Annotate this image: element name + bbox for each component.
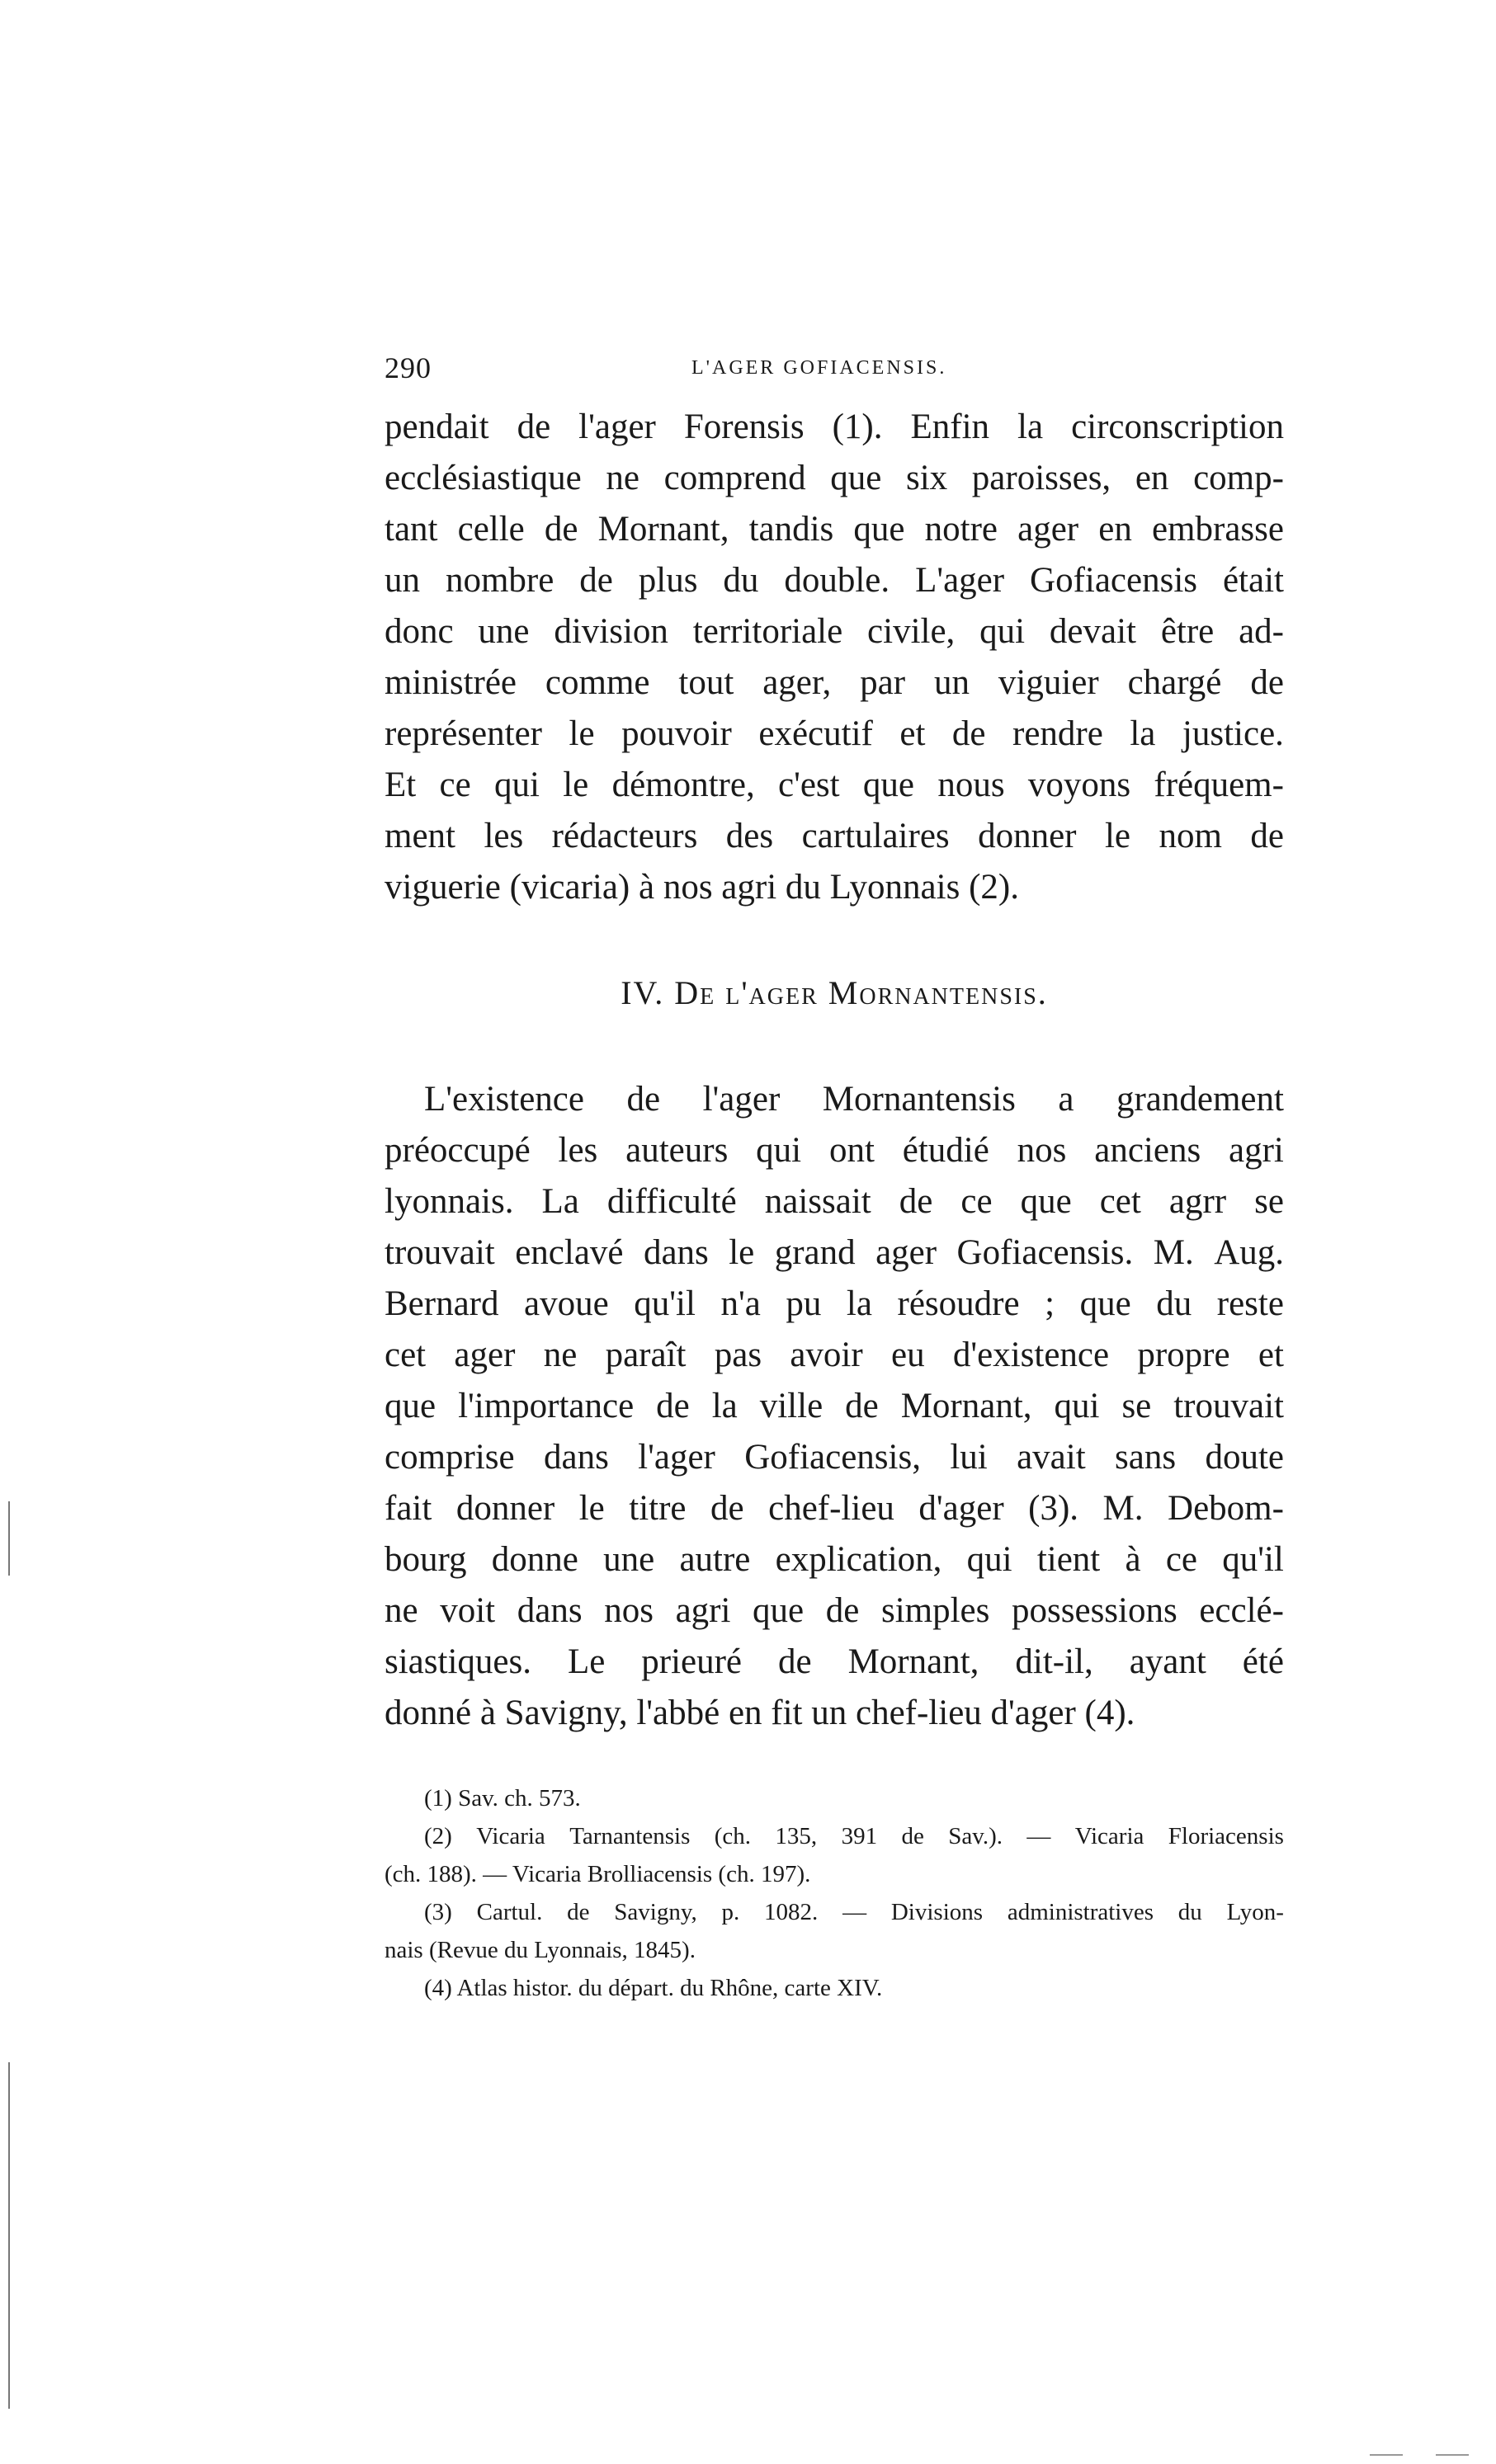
- line-word: l'ager: [702, 1080, 781, 1119]
- footnote-line: [385, 1817, 1284, 1855]
- line-word: paroisses,: [971, 459, 1111, 497]
- line-word: qui: [493, 766, 540, 804]
- line-word: qui: [979, 612, 1026, 651]
- line-word: tient: [1036, 1540, 1101, 1579]
- line-word: sans: [1115, 1438, 1177, 1477]
- section-title: IV. De l'ager Mornantensis.: [621, 974, 1048, 1011]
- line-word: Mornantensis: [822, 1080, 1016, 1119]
- line-word: voit: [440, 1591, 496, 1630]
- line-word: Forensis: [683, 408, 805, 446]
- text-line: [385, 1637, 1284, 1688]
- line-word: que: [1020, 1182, 1072, 1221]
- line-word: avoue: [524, 1284, 609, 1323]
- line-word: que: [1079, 1284, 1131, 1323]
- text-line: [385, 1074, 1284, 1125]
- line-word: Floriacensis: [1168, 1823, 1284, 1849]
- footnote-text: (ch. 188). — Vicaria Brolliacensis (ch. 197).: [385, 1861, 811, 1887]
- line-word: chef-lieu: [768, 1489, 894, 1528]
- line-word: en: [1098, 510, 1132, 549]
- line-word: que: [853, 510, 905, 549]
- line-word: de: [517, 408, 551, 446]
- line-word: étudié: [902, 1131, 989, 1170]
- line-word: nom: [1159, 817, 1222, 855]
- line-word: anciens: [1094, 1131, 1201, 1170]
- running-head: L'AGER GOFIACENSIS.: [691, 357, 947, 379]
- line-word: Mornant,: [847, 1642, 979, 1681]
- line-word: nombre: [445, 561, 555, 600]
- line-word: le: [578, 1489, 605, 1528]
- footnote-text: (1) Sav. ch. 573.: [424, 1785, 581, 1811]
- line-word: le: [569, 714, 595, 753]
- line-word: agri: [675, 1591, 731, 1630]
- line-word: ager: [1017, 510, 1079, 549]
- line-word: ager: [875, 1233, 937, 1272]
- footnotes: [385, 1779, 1284, 2007]
- line-word: eu: [890, 1336, 925, 1374]
- line-word: Savigny,: [614, 1899, 697, 1925]
- text-line: [385, 709, 1284, 760]
- line-word: ce: [439, 766, 471, 804]
- line-word: cartulaires: [801, 817, 950, 855]
- line-word: justice.: [1182, 714, 1284, 753]
- text-line: [385, 504, 1284, 555]
- line-word: La: [541, 1182, 579, 1221]
- line-word: dans: [543, 1438, 609, 1477]
- line-word: de: [899, 1182, 933, 1221]
- line-word: que: [753, 1591, 805, 1630]
- page-number: 290: [385, 351, 432, 384]
- line-text: que: [385, 1387, 437, 1425]
- line-word: exécutif: [758, 714, 873, 753]
- text-line: [385, 811, 1284, 862]
- footnote-line: [385, 1779, 1284, 1817]
- line-word: grandement: [1116, 1080, 1284, 1119]
- line-word: ville: [759, 1387, 824, 1425]
- line-word: M.: [1153, 1233, 1194, 1272]
- scan-margin-mark: [8, 2062, 10, 2409]
- line-word: se: [1121, 1387, 1152, 1425]
- line-word: viguier: [998, 663, 1099, 702]
- line-word: —: [842, 1899, 867, 1925]
- line-word: grand: [774, 1233, 856, 1272]
- line-text: trouvait: [385, 1233, 495, 1272]
- scan-margin-mark: [8, 1501, 10, 1576]
- line-word: que: [862, 766, 915, 804]
- line-word: comprend: [663, 459, 806, 497]
- line-word: par: [860, 663, 906, 702]
- text-line: [385, 862, 1284, 913]
- line-word: Tarnantensis: [569, 1823, 691, 1849]
- line-word: simples: [880, 1591, 990, 1630]
- line-word: avoir: [790, 1336, 863, 1374]
- line-word: reste: [1216, 1284, 1284, 1323]
- line-word: de: [710, 1489, 744, 1528]
- line-word: Debom-: [1168, 1489, 1284, 1528]
- line-word: auteurs: [625, 1131, 729, 1170]
- footnote-line: [385, 1969, 1284, 2007]
- line-word: du: [1177, 1899, 1202, 1925]
- line-word: 391: [841, 1823, 878, 1849]
- line-word: de: [778, 1642, 812, 1681]
- line-word: chargé: [1127, 663, 1222, 702]
- line-word: le: [729, 1233, 755, 1272]
- line-word: autre: [679, 1540, 751, 1579]
- line-word: Divisions: [890, 1899, 984, 1925]
- text-line: [385, 1585, 1284, 1637]
- line-word: pas: [714, 1336, 762, 1374]
- line-word: embrasse: [1151, 510, 1284, 549]
- line-word: comp-: [1193, 459, 1284, 497]
- line-text: lyonnais.: [385, 1182, 514, 1221]
- footnote-line: [385, 1855, 1284, 1893]
- line-word: Gofiacensis.: [956, 1233, 1134, 1272]
- line-text: un: [385, 561, 420, 600]
- line-word: de: [567, 1899, 590, 1925]
- line-word: de: [825, 1591, 860, 1630]
- line-word: territoriale: [692, 612, 843, 651]
- line-word: d'ager: [918, 1489, 1004, 1528]
- page-header: [385, 351, 1284, 392]
- line-word: comme: [545, 663, 650, 702]
- line-word: naissait: [764, 1182, 871, 1221]
- line-text: bourg: [385, 1540, 467, 1579]
- line-word: c'est: [778, 766, 840, 804]
- line-word: de: [626, 1080, 661, 1119]
- line-text: Et: [385, 766, 417, 804]
- line-word: en: [1135, 459, 1169, 497]
- line-word: (3).: [1028, 1489, 1079, 1528]
- footnote-text: (4) Atlas histor. du départ. du Rhône, carte XIV.: [424, 1975, 883, 2001]
- line-word: de: [1250, 663, 1284, 702]
- line-text: pendait: [385, 408, 489, 446]
- line-word: circonscription: [1071, 408, 1284, 446]
- line-word: pouvoir: [621, 714, 732, 753]
- line-word: Mornant,: [900, 1387, 1032, 1425]
- line-word: 135,: [775, 1823, 818, 1849]
- line-word: possessions: [1012, 1591, 1177, 1630]
- line-word: administratives: [1007, 1899, 1154, 1925]
- line-word: des: [725, 817, 774, 855]
- paragraph-1: [385, 402, 1284, 913]
- line-word: se: [1254, 1182, 1284, 1221]
- line-text: représenter: [385, 714, 542, 753]
- line-word: l'ager: [638, 1438, 715, 1477]
- text-line: [385, 1432, 1284, 1483]
- line-word: l'importance: [458, 1387, 635, 1425]
- line-word: double.: [784, 561, 890, 600]
- text-line: [385, 1534, 1284, 1585]
- line-word: nos: [1017, 1131, 1067, 1170]
- line-word: que: [830, 459, 882, 497]
- footnote-text: (3): [424, 1899, 452, 1925]
- line-text: donné à Savigny, l'abbé en fit un chef-lieu d'ager (4).: [385, 1694, 1135, 1732]
- line-word: ager,: [762, 663, 832, 702]
- line-word: voyons: [1027, 766, 1131, 804]
- line-word: agri: [1229, 1131, 1284, 1170]
- text-line: [385, 606, 1284, 657]
- line-word: Aug.: [1214, 1233, 1284, 1272]
- text-line: [385, 1176, 1284, 1227]
- line-word: du: [1156, 1284, 1192, 1323]
- line-word: a: [1058, 1080, 1074, 1119]
- line-word: paraît: [605, 1336, 687, 1374]
- line-word: Cartul.: [476, 1899, 543, 1925]
- line-word: de: [901, 1823, 924, 1849]
- line-text: donc: [385, 612, 454, 651]
- line-word: explication,: [775, 1540, 942, 1579]
- line-word: —: [1026, 1823, 1051, 1849]
- line-word: être: [1160, 612, 1215, 651]
- footnote-text: nais (Revue du Lyonnais, 1845).: [385, 1937, 696, 1963]
- line-word: à: [1125, 1540, 1141, 1579]
- line-word: qu'il: [634, 1284, 696, 1323]
- line-word: ont: [828, 1131, 875, 1170]
- paragraph-2: [385, 1074, 1284, 1739]
- line-word: donne: [491, 1540, 578, 1579]
- line-text: ment: [385, 817, 455, 855]
- line-word: ager: [454, 1336, 516, 1374]
- line-word: qu'il: [1222, 1540, 1284, 1579]
- line-word: (ch.: [714, 1823, 752, 1849]
- line-text: viguerie (vicaria) à nos agri du Lyonnais (2).: [385, 868, 1019, 907]
- line-word: démontre,: [611, 766, 755, 804]
- line-word: civile,: [867, 612, 956, 651]
- line-word: rendre: [1012, 714, 1103, 753]
- line-word: de: [1250, 817, 1284, 855]
- text-line: [385, 555, 1284, 606]
- line-word: qui: [756, 1131, 802, 1170]
- line-word: les: [484, 817, 524, 855]
- line-word: d'existence: [952, 1336, 1110, 1374]
- line-word: agrr: [1168, 1182, 1227, 1221]
- line-text: siastiques.: [385, 1642, 531, 1681]
- line-word: Gofiacensis,: [744, 1438, 921, 1477]
- line-word: la: [1130, 714, 1156, 753]
- line-text: cet: [385, 1336, 427, 1374]
- line-word: Vicaria: [476, 1823, 545, 1849]
- text-line: [385, 1483, 1284, 1534]
- line-word: Lyon-: [1226, 1899, 1284, 1925]
- line-word: celle: [457, 510, 525, 549]
- line-word: p.: [721, 1899, 740, 1925]
- line-word: la: [1017, 408, 1044, 446]
- line-text: fait: [385, 1489, 432, 1528]
- line-word: dans: [517, 1591, 583, 1630]
- line-word: lui: [950, 1438, 988, 1477]
- line-word: tout: [678, 663, 734, 702]
- line-text: ministrée: [385, 663, 517, 702]
- line-word: Mornant,: [597, 510, 729, 549]
- line-word: doute: [1205, 1438, 1284, 1477]
- line-word: donner: [978, 817, 1077, 855]
- line-word: ce: [960, 1182, 993, 1221]
- line-word: pu: [786, 1284, 822, 1323]
- text-line: [385, 1279, 1284, 1330]
- line-word: ;: [1045, 1284, 1055, 1323]
- line-word: devait: [1049, 612, 1136, 651]
- line-word: division: [554, 612, 668, 651]
- line-word: Enfin: [910, 408, 990, 446]
- line-word: nos: [604, 1591, 654, 1630]
- line-word: plus: [638, 561, 698, 600]
- line-word: ayant: [1129, 1642, 1206, 1681]
- line-word: été: [1242, 1642, 1284, 1681]
- text-line: [385, 402, 1284, 453]
- line-word: ce: [1165, 1540, 1197, 1579]
- footnote-line: [385, 1931, 1284, 1969]
- line-word: Sav.).: [948, 1823, 1003, 1849]
- line-word: fréquem-: [1154, 766, 1284, 804]
- text-line: [385, 657, 1284, 709]
- line-word: avait: [1017, 1438, 1086, 1477]
- footnote-line: [385, 1893, 1284, 1931]
- text-line: [385, 1330, 1284, 1381]
- text-line: [385, 760, 1284, 811]
- line-word: de: [544, 510, 578, 549]
- line-word: difficulté: [606, 1182, 737, 1221]
- line-word: et: [899, 714, 926, 753]
- line-word: Gofiacensis: [1030, 561, 1198, 600]
- line-word: une: [603, 1540, 655, 1579]
- line-word: de: [579, 561, 613, 600]
- line-text: L'existence: [424, 1080, 584, 1119]
- line-word: le: [563, 766, 589, 804]
- line-word: dans: [643, 1233, 709, 1272]
- footnote-text: (2): [424, 1823, 452, 1849]
- text-line: [385, 1125, 1284, 1176]
- line-word: notre: [924, 510, 998, 549]
- line-word: l'ager: [578, 408, 656, 446]
- line-word: 1082.: [764, 1899, 819, 1925]
- line-word: ad-: [1239, 612, 1284, 651]
- line-word: six: [905, 459, 948, 497]
- line-word: qui: [1054, 1387, 1100, 1425]
- line-word: de: [951, 714, 986, 753]
- line-word: rédacteurs: [551, 817, 698, 855]
- line-word: dit-il,: [1015, 1642, 1093, 1681]
- line-word: et: [1258, 1336, 1284, 1374]
- line-word: n'a: [720, 1284, 761, 1323]
- line-word: la: [846, 1284, 872, 1323]
- line-word: ecclé-: [1199, 1591, 1284, 1630]
- line-word: titre: [629, 1489, 687, 1528]
- line-word: enclavé: [515, 1233, 624, 1272]
- text-line: [385, 453, 1284, 504]
- line-text: comprise: [385, 1438, 515, 1477]
- line-word: L'ager: [915, 561, 1005, 600]
- line-text: ne: [385, 1591, 418, 1630]
- line-text: ecclésiastique: [385, 459, 582, 497]
- line-text: tant: [385, 510, 438, 549]
- text-line: [385, 1381, 1284, 1432]
- line-word: nous: [937, 766, 1005, 804]
- line-word: était: [1222, 561, 1284, 600]
- line-word: (1).: [832, 408, 883, 446]
- line-text: préoccupé: [385, 1131, 531, 1170]
- line-word: Vicaria: [1074, 1823, 1144, 1849]
- text-line: [385, 1227, 1284, 1279]
- line-word: du: [723, 561, 759, 600]
- line-word: de: [845, 1387, 879, 1425]
- scan-corner-mark: [1370, 2454, 1403, 2456]
- line-word: trouvait: [1173, 1387, 1284, 1425]
- line-word: tandis: [748, 510, 834, 549]
- line-word: une: [478, 612, 530, 651]
- line-word: ne: [543, 1336, 578, 1374]
- line-word: donner: [455, 1489, 555, 1528]
- line-word: Le: [567, 1642, 606, 1681]
- line-word: la: [711, 1387, 738, 1425]
- line-text: Bernard: [385, 1284, 499, 1323]
- line-word: cet: [1099, 1182, 1141, 1221]
- scan-corner-mark: [1436, 2454, 1469, 2456]
- line-word: prieuré: [641, 1642, 743, 1681]
- line-word: le: [1104, 817, 1130, 855]
- line-word: de: [656, 1387, 690, 1425]
- text-line: [385, 1688, 1284, 1739]
- line-word: ne: [606, 459, 640, 497]
- line-word: un: [933, 663, 970, 702]
- line-word: les: [558, 1131, 598, 1170]
- line-word: résoudre: [897, 1284, 1020, 1323]
- line-word: propre: [1137, 1336, 1230, 1374]
- line-word: qui: [966, 1540, 1012, 1579]
- line-word: M.: [1102, 1489, 1144, 1528]
